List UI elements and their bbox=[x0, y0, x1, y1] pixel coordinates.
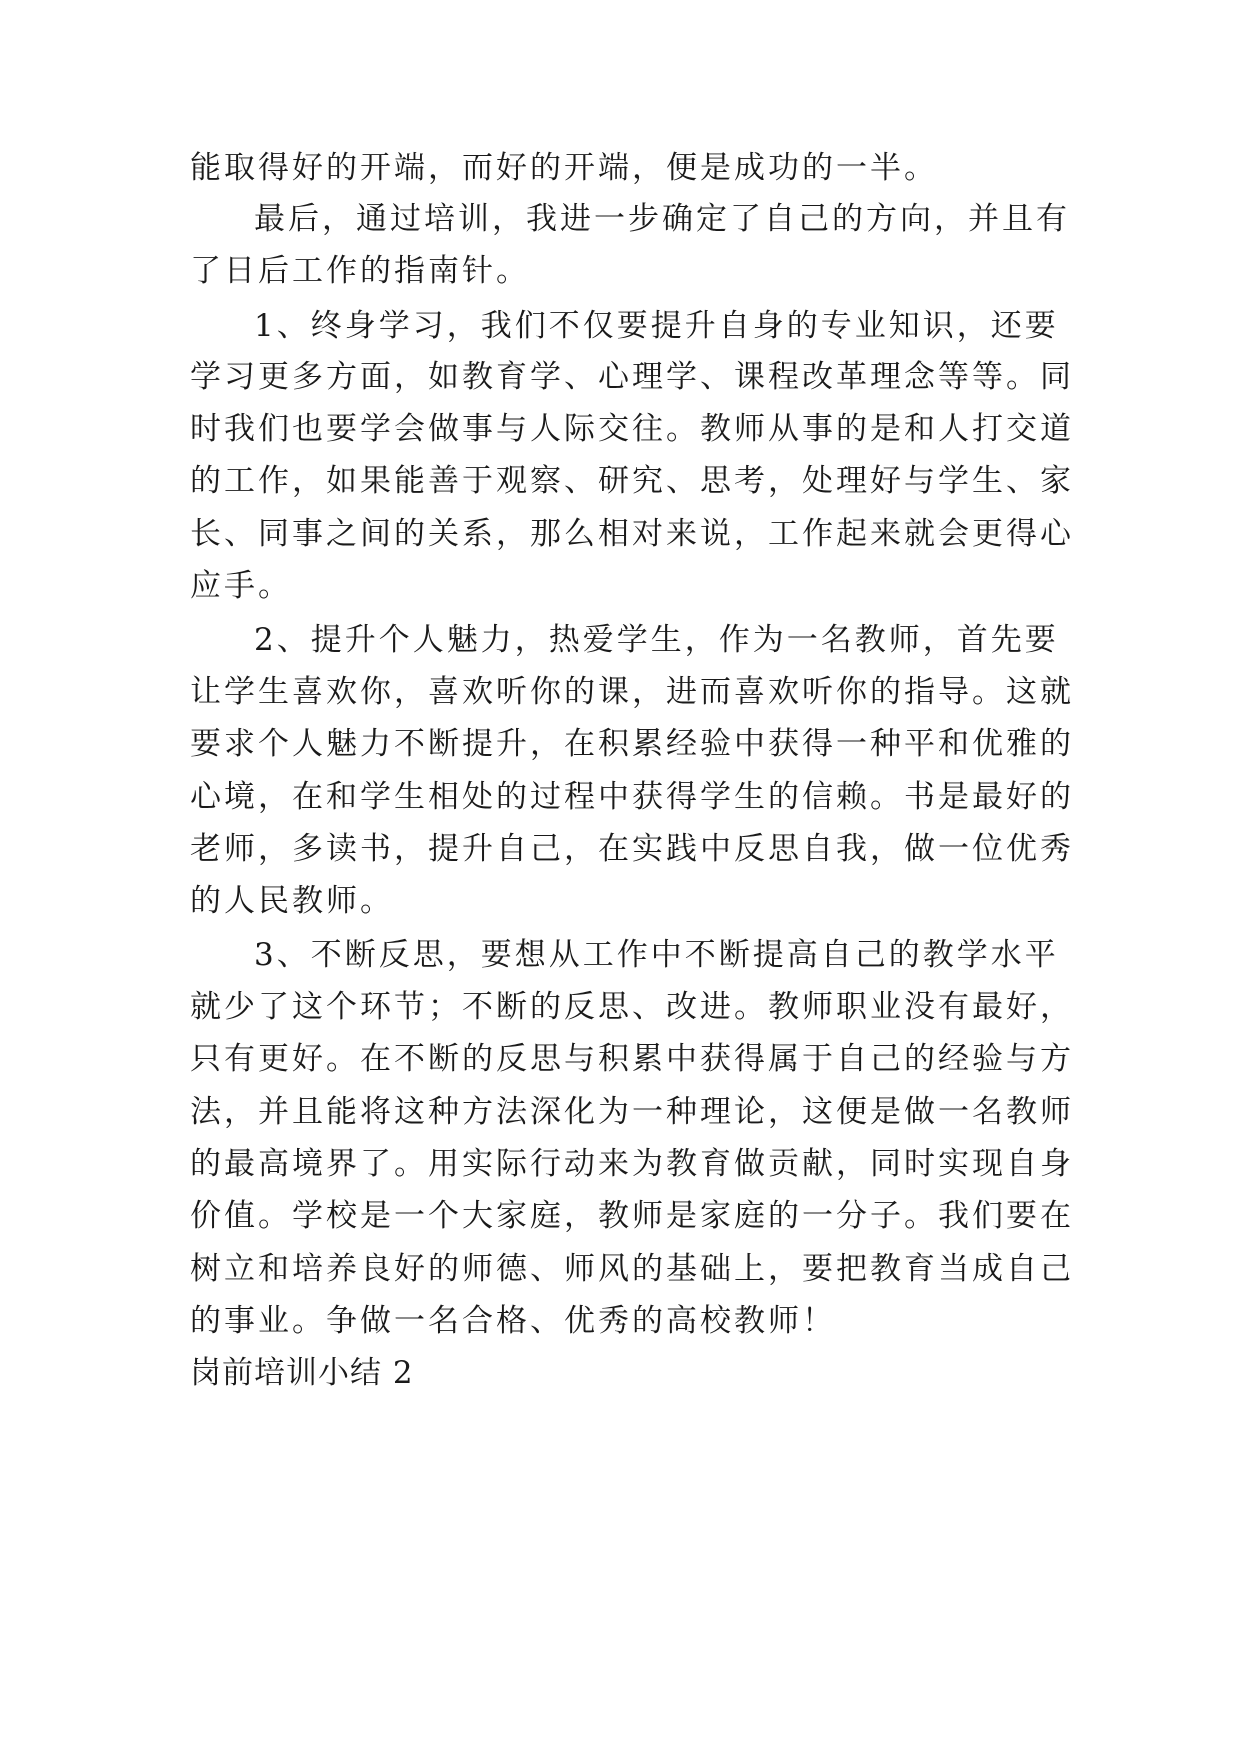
list-item-2-first-line: 2、提升个人魅力，热爱学生，作为一名教师，首先要 bbox=[254, 622, 1059, 658]
text-line: 法，并且能将这种方法深化为一种理论，这便是做一名教师 bbox=[190, 1094, 1074, 1130]
text-line: 能取得好的开端，而好的开端，便是成功的一半。 bbox=[190, 150, 938, 186]
text-line: 心境，在和学生相处的过程中获得学生的信赖。书是最好的 bbox=[190, 779, 1074, 815]
text-line: 时我们也要学会做事与人际交往。教师从事的是和人打交道 bbox=[190, 411, 1074, 447]
text-line: 就少了这个环节；不断的反思、改进。教师职业没有最好， bbox=[190, 989, 1074, 1025]
text-line: 的人民教师。 bbox=[190, 883, 394, 919]
text-line: 学习更多方面，如教育学、心理学、课程改革理念等等。同 bbox=[190, 359, 1074, 395]
paragraph-first-line: 最后，通过培训，我进一步确定了自己的方向，并且有 bbox=[254, 201, 1070, 237]
text-line: 让学生喜欢你，喜欢听你的课，进而喜欢听你的指导。这就 bbox=[190, 674, 1074, 710]
text-line: 了日后工作的指南针。 bbox=[190, 253, 530, 289]
text-line: 只有更好。在不断的反思与积累中获得属于自己的经验与方 bbox=[190, 1041, 1074, 1077]
text-line: 的最高境界了。用实际行动来为教育做贡献，同时实现自身 bbox=[190, 1146, 1074, 1182]
text-line: 价值。学校是一个大家庭，教师是家庭的一分子。我们要在 bbox=[190, 1198, 1074, 1234]
list-item-1-first-line: 1、终身学习，我们不仅要提升自身的专业知识，还要 bbox=[254, 308, 1059, 344]
text-line: 树立和培养良好的师德、师风的基础上，要把教育当成自己 bbox=[190, 1251, 1074, 1287]
text-line: 的工作，如果能善于观察、研究、思考，处理好与学生、家 bbox=[190, 463, 1074, 499]
text-line: 老师，多读书，提升自己，在实践中反思自我，做一位优秀 bbox=[190, 831, 1074, 867]
section-heading: 岗前培训小结 2 bbox=[190, 1355, 414, 1391]
text-line: 应手。 bbox=[190, 568, 292, 604]
text-line: 长、同事之间的关系，那么相对来说，工作起来就会更得心 bbox=[190, 516, 1074, 552]
list-item-3-first-line: 3、不断反思，要想从工作中不断提高自己的教学水平 bbox=[254, 937, 1059, 973]
text-line: 的事业。争做一名合格、优秀的高校教师！ bbox=[190, 1303, 836, 1339]
text-line: 要求个人魅力不断提升，在积累经验中获得一种平和优雅的 bbox=[190, 726, 1074, 762]
